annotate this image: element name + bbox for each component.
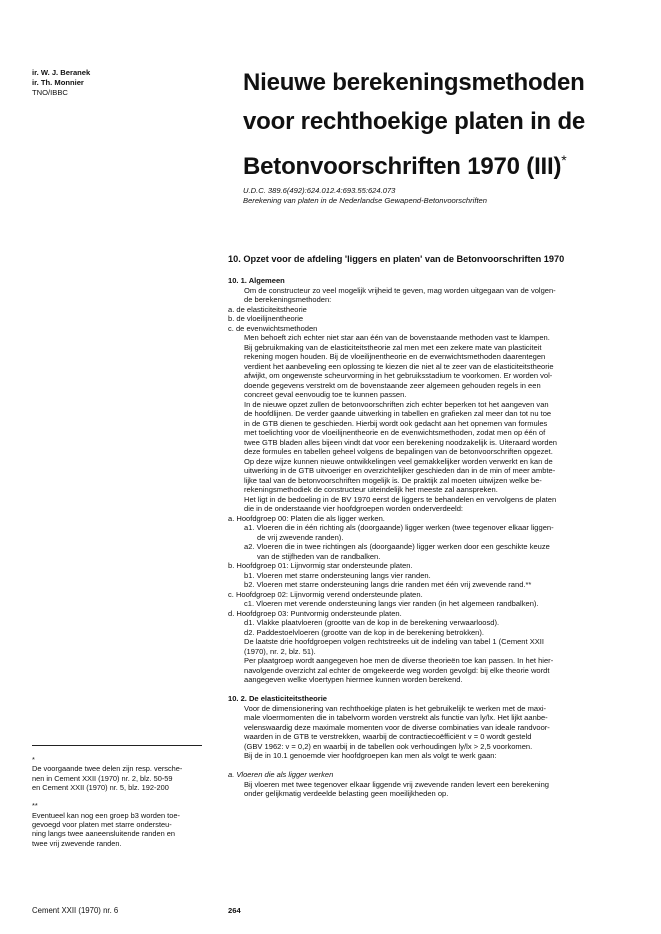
body-line: in de GTB dienen te geschieden. Hierbij wordt ook gedacht aan het opnemen van formules [244,418,548,428]
body-line: Voor de dimensionering van rechthoekige platen is het gebruikelijk te werken met de maxi- [244,703,547,713]
body-line: d1. Vlakke plaatvloeren (grootte van de kop in de berekening verwaarloosd). [244,618,500,627]
body-line: (1970), nr. 2, blz. 51). [244,646,316,656]
body-line: a. Hoofdgroep 00: Platen die als ligger werken. [228,513,385,523]
journal-reference: Cement XXII (1970) nr. 6 [32,906,119,915]
body-line: met toelichting voor de vloeilijnentheorie en de evenwichtsmethoden, zodat men op één of [244,428,546,437]
body-line: b. Hoofdgroep 01: Lijnvormig star ondersteunde platen. [228,561,413,570]
footnote-line: * [32,755,35,764]
subsection-heading: 10. 1. Algemeen [228,276,285,285]
body-line: male vloermomenten die in tabelvorm worden verstrekt als functie van ly/lx. Het lijkt aanbe- [244,713,548,722]
body-line: de vrij zwevende randen). [257,532,344,542]
body-line: c. Hoofdgroep 02: Lijnvormig verend ondersteunde platen. [228,589,423,599]
body-line: b. de vloeilijnentheorie [228,314,304,323]
author-1: ir. W. J. Beranek [32,68,91,77]
body-line: twee GTB bladen alles bijeen vindt dat voor een berekening noodzakelijk is. Uiteraard worden [244,437,557,447]
body-line: onder gelijkmatig verdeelde belasting geen moeilijkheden op. [244,789,449,798]
title-line-3-text: Betonvoorschriften 1970 (III) [243,153,562,180]
footnote-line: gevoegd voor platen met starre ondersteu- [32,820,172,830]
title-line-2: voor rechthoekige platen in de [243,107,586,135]
udc-code: U.D.C. 389.6(492):624.012.4:693.55:624.073 [243,186,396,195]
body-line: Het ligt in de bedoeling in de BV 1970 eerst de liggers te behandelen en vervolgens de platen [244,494,557,504]
body-line: concreet geval eenvoudig toe te kunnen passen. [244,390,407,399]
body-line: a. Vloeren die als ligger werken [228,770,334,779]
authors-block [32,68,90,98]
author-affiliation: TNO/IBBC [32,88,68,97]
body-line: Bij de in 10.1 genoemde vier hoofdgroepen kan men als volgt te werk gaan: [244,751,497,760]
section-heading: 10. Opzet voor de afdeling 'liggers en platen' van de Betonvoorschriften 1970 [228,254,565,264]
body-line: a2. Vloeren die in twee richtingen als (doorgaande) ligger werken door een geschikte keuze [244,542,550,551]
title-line-1: Nieuwe berekeningsmethoden [243,69,585,96]
body-line: van de stijfheden van de randbalken. [257,551,381,561]
body-line: d2. Paddestoelvloeren (grootte van de kop in de berekening betrokken). [244,627,484,637]
body-line: afwijkt, om ongewenste scheurvorming in het gebruiksstadium te voorkomen. Er worden vol- [244,371,553,380]
body-line: waarden in de GTB te verstrekken, waarbij de contractiecoëfficiënt v = 0 wordt gesteld [244,732,532,741]
body-line: de hoofdlijnen. De verder gaande uitwerking in tabellen en grafieken zal meer dan tot nu toe [244,409,552,418]
body-line: Bij vloeren met twee tegenover elkaar liggende vrij zwevende randen levert een berekening [244,779,549,789]
body-line: rekening mogen houden. Bij de vloeilijnentheorie en de evenwichtsmethoden daarentegen [244,352,546,361]
body-line: velenswaardig deze maximale momenten voor de diverse combinaties van ideale randvoor- [244,722,550,732]
footnote-line: De voorgaande twee delen zijn resp. versche- [32,764,183,774]
footnote-rule [32,745,202,746]
body-line: a1. Vloeren die in één richting als (doorgaande) ligger werken (twee tegenover elkaar liggen- [244,523,554,532]
body-line: (GBV 1962: v = 0,2) en waarbij in de tabellen ook verhoudingen ly/lx > 2,5 voorkomen. [244,741,533,751]
body-line: aangegeven welke vloertypen hiermee kunnen worden berekend. [244,675,463,684]
footnote-line: ** [32,801,38,811]
body-line: Op deze wijze kunnen nieuwe ontwikkelingen veel gemakkelijker worden verwerkt en kan de [244,456,553,466]
body-line: rekeningsmethodiek de constructeur uiteindelijk het meeste zal aanspreken. [244,485,498,494]
title-footnote-mark: * [561,152,567,168]
body-line: In de nieuwe opzet zullen de betonvoorschriften zich echter beperken tot het aangeven van [244,399,549,409]
body-line: c. de evenwichtsmethoden [228,323,318,333]
body-line: uitwerking in de GTB uitvoeriger en overzichtelijker geschieden dan in de min of meer ambte- [244,466,556,475]
body-line [228,685,638,695]
title-line-3 [243,141,653,187]
body-line: c1. Vloeren met verende ondersteuning langs vier randen (in het algemeen randbalken). [244,599,539,608]
footnote-line: Eventueel kan nog een groep b3 worden toe- [32,810,180,820]
subsection-heading: 10. 2. De elasticiteitstheorie [228,694,327,703]
body-line: b1. Vloeren met starre ondersteuning langs vier randen. [244,570,431,580]
body-text [228,276,638,799]
footnote-line [32,792,212,801]
subtitle: Berekening van platen in de Nederlandse Gewapend-Betonvoorschriften [243,195,488,205]
body-line [228,761,638,771]
body-line: d. Hoofdgroep 03: Puntvormig ondersteunde platen. [228,608,402,618]
body-line: die in de onderstaande vier hoofdgroepen worden onderverdeeld: [244,504,464,513]
body-line: navolgende overzicht zal echter de omgekeerde weg worden gevolgd: bij elke theorie wordt [244,665,550,675]
body-line: deze formules en tabellen geheel volgens de bepalingen van de betonvoorschriften opgezet. [244,447,553,456]
author-2: ir. Th. Monnier [32,78,84,87]
body-line: Per plaatgroep wordt aangegeven hoe men de diverse theorieën toe kan passen. In het hier- [244,656,554,665]
body-line: doende gegevens verstrekt om de bovenstaande zeer algemeen gehouden regels in een [244,380,541,390]
body-line: Om de constructeur zo veel mogelijk vrijheid te geven, mag worden uitgegaan van de volgen- [244,285,556,295]
body-line: a. de elasticiteitstheorie [228,304,307,314]
body-line: b2. Vloeren met starre ondersteuning langs drie randen met één vrij zwevende rand.** [244,580,532,589]
footnote-line: ning langs twee aaneensluitende randen en [32,829,175,839]
body-line: lijke taal van de betonvoorschriften mogelijk is. De praktijk zal moeten uitwijzen welke be- [244,475,542,485]
footnote-line: nen in Cement XXII (1970) nr. 2, blz. 50-59 [32,773,173,783]
footnote-line: twee vrij zwevende randen. [32,838,122,848]
footnotes [32,755,212,848]
udc-block [243,186,643,205]
article-title [243,64,653,187]
body-line: De laatste drie hoofdgroepen volgen rechtstreeks uit de indeling van tabel 1 (Cement XXII [244,637,544,646]
body-line: Men behoeft zich echter niet star aan één van de bovenstaande methoden vast te klampen. [244,333,550,342]
page-number: 264 [228,906,241,915]
body-line: verdient het aanbeveling een oplossing te kiezen die niet al te zeer van de elasticiteitstheorie [244,361,554,371]
body-line: de berekeningsmethoden: [244,295,332,304]
body-line: Bij gebruikmaking van de elasticiteitstheorie zal men met een zekere mate van plasticiteit [244,342,542,352]
footnote-line: en Cement XXII (1970) nr. 5, blz. 192-200 [32,782,169,792]
